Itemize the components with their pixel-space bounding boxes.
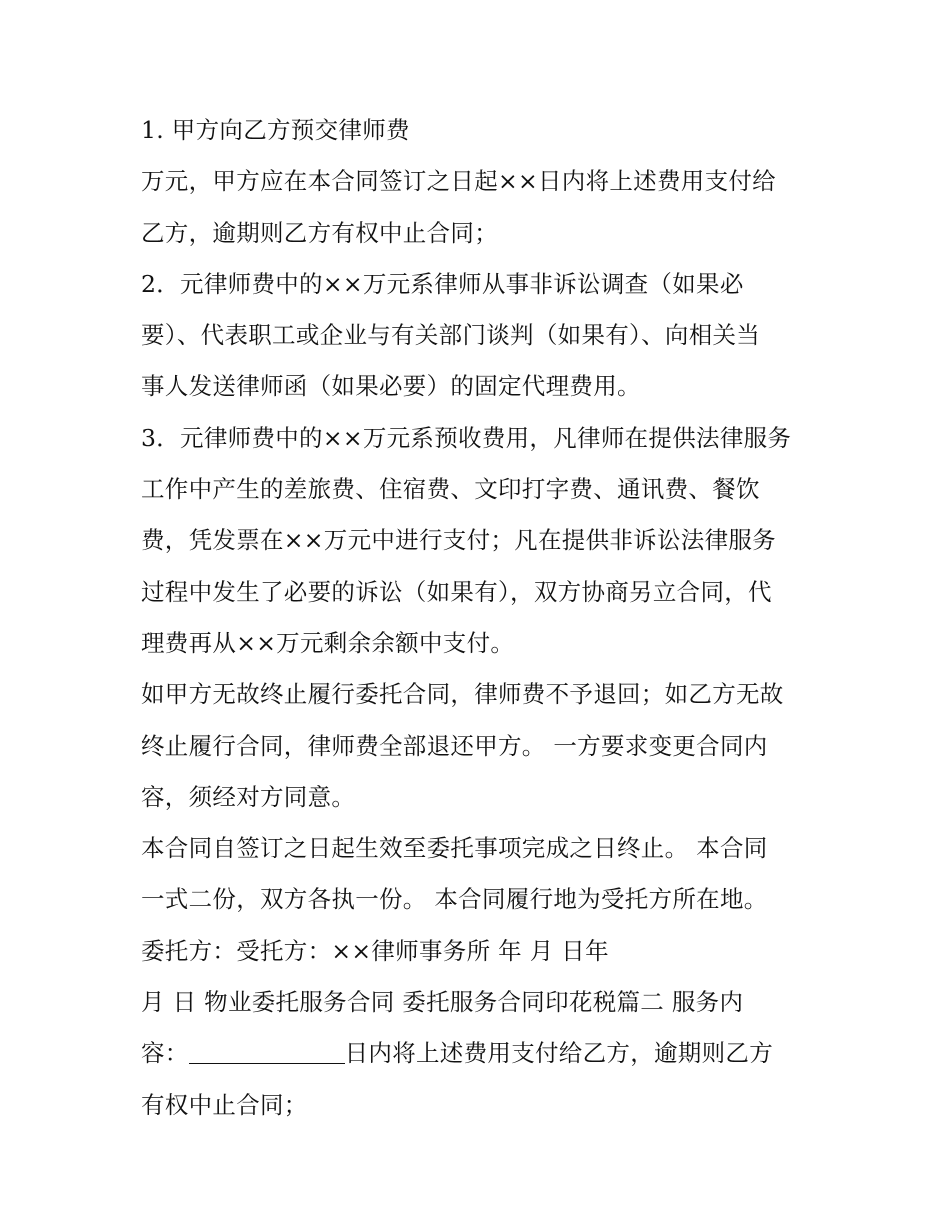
text-line: 3．元律师费中的××万元系预收费用，凡律师在提供法律服务 bbox=[141, 423, 792, 452]
text-line: 本合同自签订之日起生效至委托事项完成之日终止。 本合同 bbox=[141, 834, 768, 863]
text-line: 终止履行合同，律师费全部退还甲方。 一方要求变更合同内 bbox=[141, 731, 768, 760]
text-line: 1. 甲方向乙方预交律师费 bbox=[141, 116, 410, 144]
text-line: 万元，甲方应在本合同签订之日起××日内将上述费用支付给 bbox=[141, 167, 776, 196]
fill-in-blank bbox=[189, 1039, 345, 1064]
text-line: 如甲方无故终止履行委托合同，律师费不予退回；如乙方无故 bbox=[141, 680, 784, 709]
text-line: 费，凭发票在××万元中进行支付；凡在提供非诉讼法律服务 bbox=[141, 526, 776, 555]
service-content-line bbox=[141, 1028, 831, 1079]
text-line: 容，须经对方同意。 bbox=[141, 782, 356, 811]
text-line: 2．元律师费中的××万元系律师从事非诉讼调查（如果必 bbox=[141, 269, 744, 298]
text-line: 理费再从××万元剩余余额中支付。 bbox=[141, 628, 515, 657]
service-content-label: 容： bbox=[141, 1039, 189, 1068]
text-line: 月 日 物业委托服务合同 委托服务合同印花税篇二 服务内 bbox=[141, 988, 744, 1017]
text-line: 过程中发生了必要的诉讼（如果有），双方协商另立合同，代 bbox=[141, 577, 772, 606]
text-line: 委托方：受托方：××律师事务所 年 月 日年 bbox=[141, 936, 609, 965]
text-line: 一式二份，双方各执一份。 本合同履行地为受托方所在地。 bbox=[141, 885, 768, 914]
service-content-text: 日内将上述费用支付给乙方，逾期则乙方 bbox=[344, 1039, 774, 1068]
text-line: 乙方，逾期则乙方有权中止合同； bbox=[141, 218, 498, 247]
text-line: 工作中产生的差旅费、住宿费、文印打字费、通讯费、餐饮 bbox=[141, 475, 760, 504]
text-line: 事人发送律师函（如果必要）的固定代理费用。 bbox=[141, 372, 641, 401]
text-line: 有权中止合同； bbox=[141, 1090, 308, 1119]
text-line: 要）、代表职工或企业与有关部门谈判（如果有）、向相关当 bbox=[141, 321, 761, 350]
document-body bbox=[141, 105, 831, 1131]
